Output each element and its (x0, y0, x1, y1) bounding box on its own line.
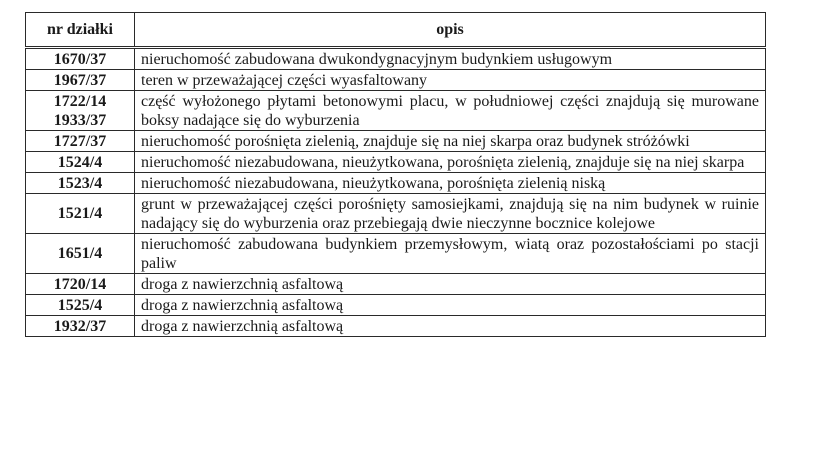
description-cell (135, 295, 766, 316)
description-cell (135, 48, 766, 70)
table-row (26, 316, 766, 337)
plot-number: 1651/4 (57, 245, 103, 262)
plot-number: 1932/37 (53, 317, 107, 335)
plot-number-cell (26, 131, 135, 152)
header-description: opis (135, 13, 766, 48)
plot-number: 1523/4 (57, 174, 103, 192)
table-row (26, 131, 766, 152)
table-row (26, 173, 766, 194)
description-cell (135, 91, 766, 131)
table-row (26, 274, 766, 295)
plot-number-cell (26, 173, 135, 194)
plot-number: 1521/4 (57, 205, 103, 222)
table-header-row (26, 13, 766, 48)
plot-description: część wyłożonego płytami betonowymi placu, w południowej części znajdują się murowane boksy nadające się do wyburzenia (141, 93, 759, 129)
plot-number-cell (26, 295, 135, 316)
table-row (26, 91, 766, 131)
description-cell (135, 194, 766, 234)
plot-description: nieruchomość zabudowana dwukondygnacyjnym budynkiem usługowym (141, 51, 613, 68)
plot-number: 1720/14 (53, 275, 107, 293)
plot-description: nieruchomość zabudowana budynkiem przemysłowym, wiatą oraz pozostałościami po stacji paliw (141, 236, 759, 272)
plot-number-cell (26, 234, 135, 274)
table-row (26, 48, 766, 70)
table-row (26, 295, 766, 316)
plot-number: 1967/37 (53, 71, 107, 89)
table-row (26, 234, 766, 274)
description-cell (135, 316, 766, 337)
plot-number-cell (26, 70, 135, 91)
description-cell (135, 234, 766, 274)
header-plot-number: nr działki (26, 13, 135, 48)
plot-number-cell (26, 48, 135, 70)
plot-description: droga z nawierzchnią asfaltową (141, 297, 344, 314)
plot-number-cell (26, 316, 135, 337)
plot-description: nieruchomość niezabudowana, nieużytkowana, porośnięta zielenią niską (141, 175, 606, 192)
description-cell (135, 70, 766, 91)
description-cell (135, 274, 766, 295)
table-row (26, 152, 766, 173)
plot-number: 1727/37 (53, 132, 107, 150)
plot-number-cell (26, 194, 135, 234)
table-body (26, 48, 766, 337)
plot-description: nieruchomość porośnięta zielenią, znajduje się na niej skarpa oraz budynek stróżówki (141, 133, 690, 150)
plot-number-cell (26, 152, 135, 173)
description-cell (135, 152, 766, 173)
plot-description: grunt w przeważającej części porośnięty samosiejkami, znajdują się na nim budynek w ruinie nadający się do wyburzenia oraz przebiegają dwie nieczynne bocznice kolejowe (141, 196, 759, 232)
table-row (26, 194, 766, 234)
plot-number: 1524/4 (57, 153, 103, 171)
plots-table (25, 12, 766, 337)
plot-number: 1722/14 (53, 92, 107, 110)
plot-number: 1525/4 (57, 296, 103, 314)
plot-description: nieruchomość niezabudowana, nieużytkowana, porośnięta zielenią, znajduje się na niej skarpa (141, 154, 745, 171)
description-cell (135, 173, 766, 194)
plot-description: droga z nawierzchnią asfaltową (141, 276, 344, 293)
table-row (26, 70, 766, 91)
plot-description: teren w przeważającej części wyasfaltowany (141, 72, 428, 89)
description-cell (135, 131, 766, 152)
plot-number-cell (26, 91, 135, 131)
plot-number: 1670/37 (53, 50, 107, 68)
plot-number-cell (26, 274, 135, 295)
plot-description: droga z nawierzchnią asfaltową (141, 318, 344, 335)
plot-number: 1933/37 (53, 111, 107, 129)
